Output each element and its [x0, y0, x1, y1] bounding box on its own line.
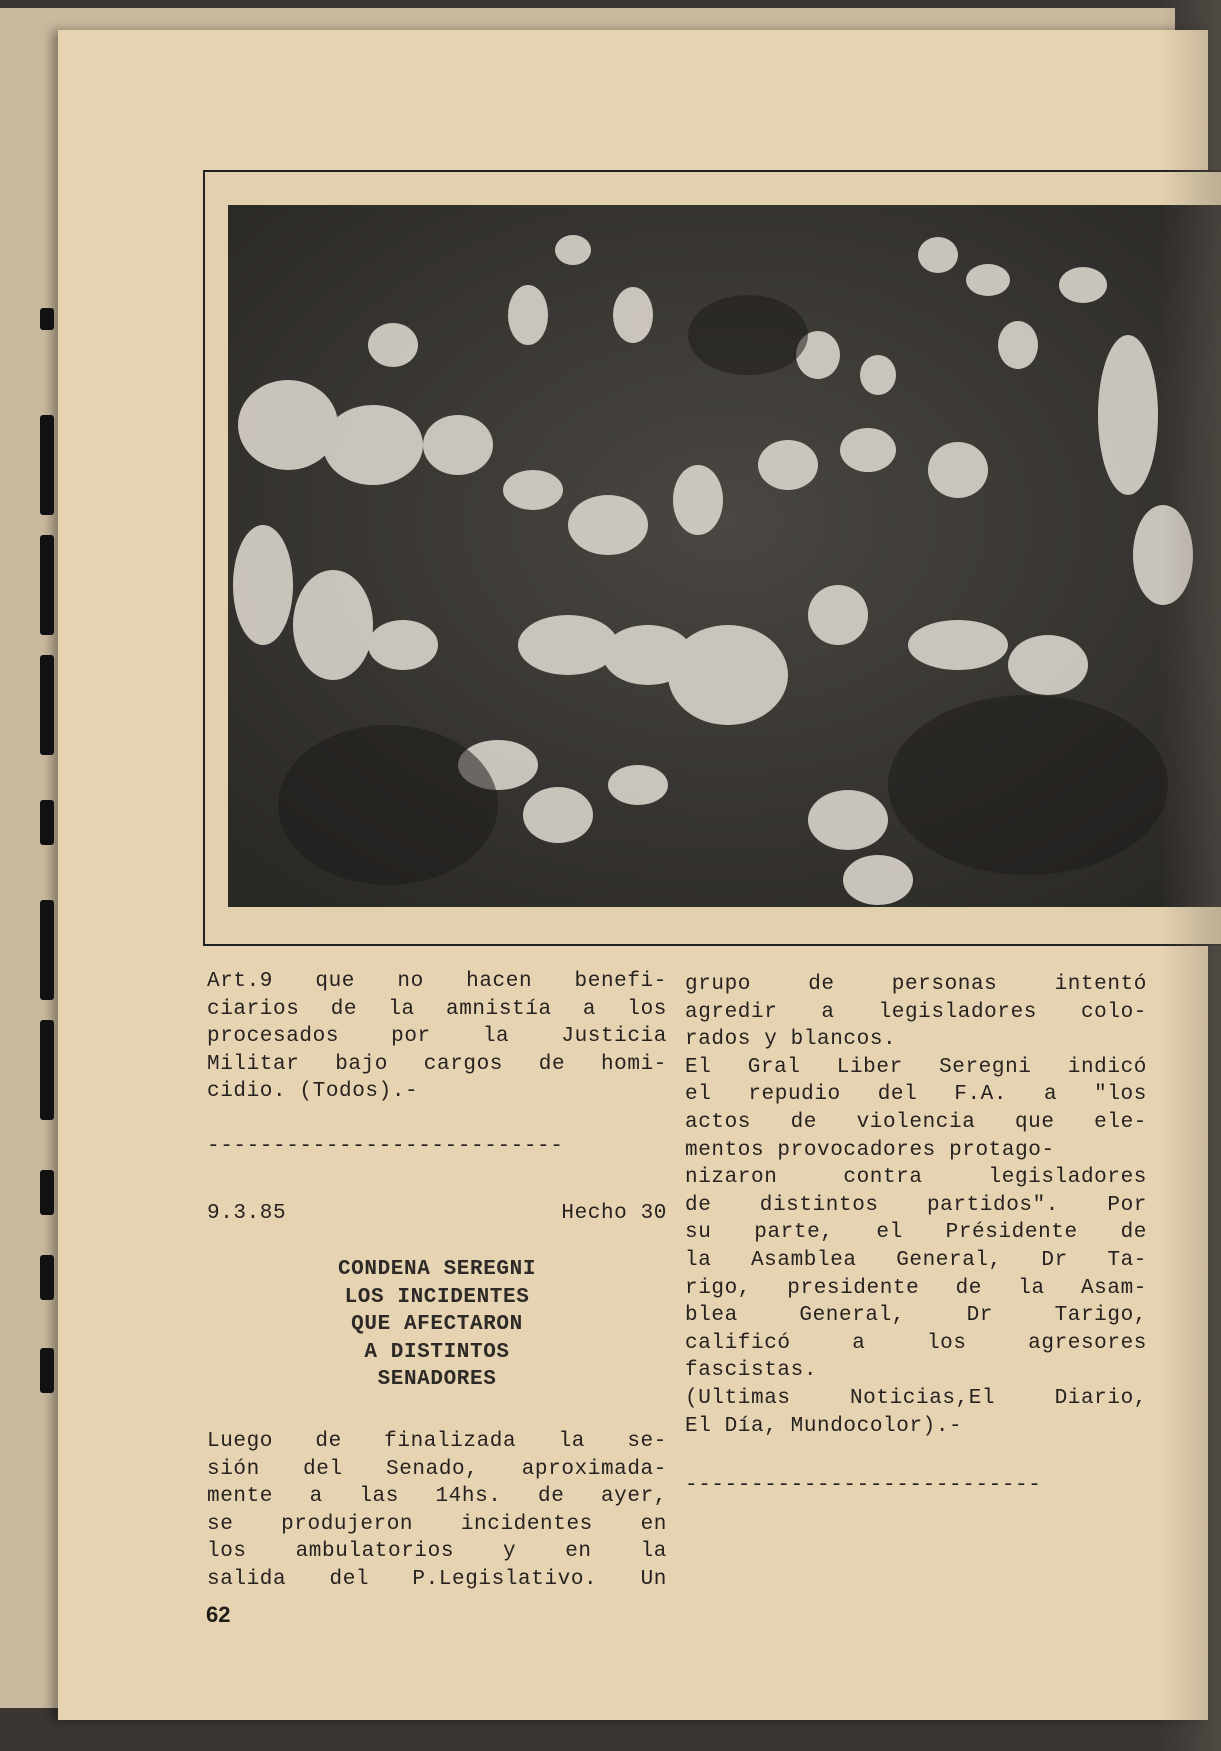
- spine-mark: [40, 308, 54, 330]
- headline-line: LOS INCIDENTES: [344, 1285, 530, 1309]
- headline-line: A DISTINTOS: [364, 1340, 510, 1364]
- text-line: El Día, Mundocolor).-: [685, 1414, 963, 1438]
- headline: [207, 1256, 667, 1394]
- text-line: actos de violencia que ele-: [685, 1110, 1147, 1134]
- text-line: Luego de finalizada la se-: [207, 1430, 667, 1453]
- text-line: (Ultimas Noticias,El Diario,: [685, 1386, 1147, 1410]
- text-line: la Asamblea General, Dr Ta-: [685, 1248, 1147, 1272]
- text-line: Militar bajo cargos de homi-: [207, 1052, 667, 1076]
- spine-mark: [40, 1255, 54, 1300]
- text-line: blea General, Dr Tarigo,: [685, 1304, 1147, 1328]
- headline-line: CONDENA SEREGNI: [337, 1258, 537, 1281]
- spine-mark: [40, 800, 54, 845]
- text-line: rados y blancos.: [685, 1028, 897, 1052]
- spine-mark: [40, 1020, 54, 1120]
- text-line: nizaron contra legisladores: [685, 1166, 1147, 1190]
- text-line: agredir a legisladores colo-: [685, 1000, 1147, 1024]
- separator-line: ---------------------------: [685, 1474, 1042, 1497]
- text-line: mente a las 14hs. de ayer,: [207, 1485, 667, 1509]
- spine-mark: [40, 535, 54, 635]
- dateline: [207, 1200, 667, 1228]
- date: 9.3.85: [207, 1202, 287, 1225]
- parliament-chamber-photo: [228, 205, 1221, 907]
- text-line: se produjeron incidentes en: [207, 1512, 667, 1536]
- right-column-body: [685, 971, 1147, 1440]
- text-line: Art.9 que no hacen benefi-: [207, 970, 667, 993]
- spine-mark: [40, 415, 54, 515]
- spine-mark: [40, 655, 54, 755]
- text-line: los ambulatorios y en la: [207, 1540, 667, 1564]
- text-line: su parte, el Présidente de: [685, 1221, 1147, 1245]
- text-line: grupo de personas intentó: [685, 973, 1147, 996]
- text-line: mentos provocadores protago-: [685, 1138, 1055, 1162]
- parliament-chamber-photo-icon: [228, 205, 1221, 907]
- headline-line: QUE AFECTARON: [351, 1313, 523, 1337]
- fact-number: Hecho 30: [561, 1202, 667, 1225]
- text-line: el repudio del F.A. a "los: [685, 1083, 1147, 1107]
- text-line: cidio. (Todos).-: [207, 1080, 419, 1104]
- headline-line: SENADORES: [377, 1368, 497, 1392]
- spine-mark: [40, 1348, 54, 1393]
- left-column-intro: [207, 968, 667, 1106]
- spine-mark: [40, 1170, 54, 1215]
- spine-mark: [40, 900, 54, 1000]
- text-line: El Gral Liber Seregni indicó: [685, 1055, 1147, 1079]
- separator-line: ---------------------------: [207, 1135, 564, 1158]
- text-line: salida del P.Legislativo. Un: [207, 1567, 667, 1591]
- page-number: 62: [206, 1602, 231, 1627]
- text-line: calificó a los agresores: [685, 1331, 1147, 1355]
- text-line: fascistas.: [685, 1359, 818, 1383]
- text-line: de distintos partidos". Por: [685, 1193, 1147, 1217]
- text-line: sión del Senado, aproximada-: [207, 1457, 667, 1481]
- text-line: ciarios de la amnistía a los: [207, 997, 667, 1021]
- text-line: rigo, presidente de la Asam-: [685, 1276, 1147, 1300]
- left-column-body: [207, 1428, 667, 1594]
- text-line: procesados por la Justicia: [207, 1025, 667, 1049]
